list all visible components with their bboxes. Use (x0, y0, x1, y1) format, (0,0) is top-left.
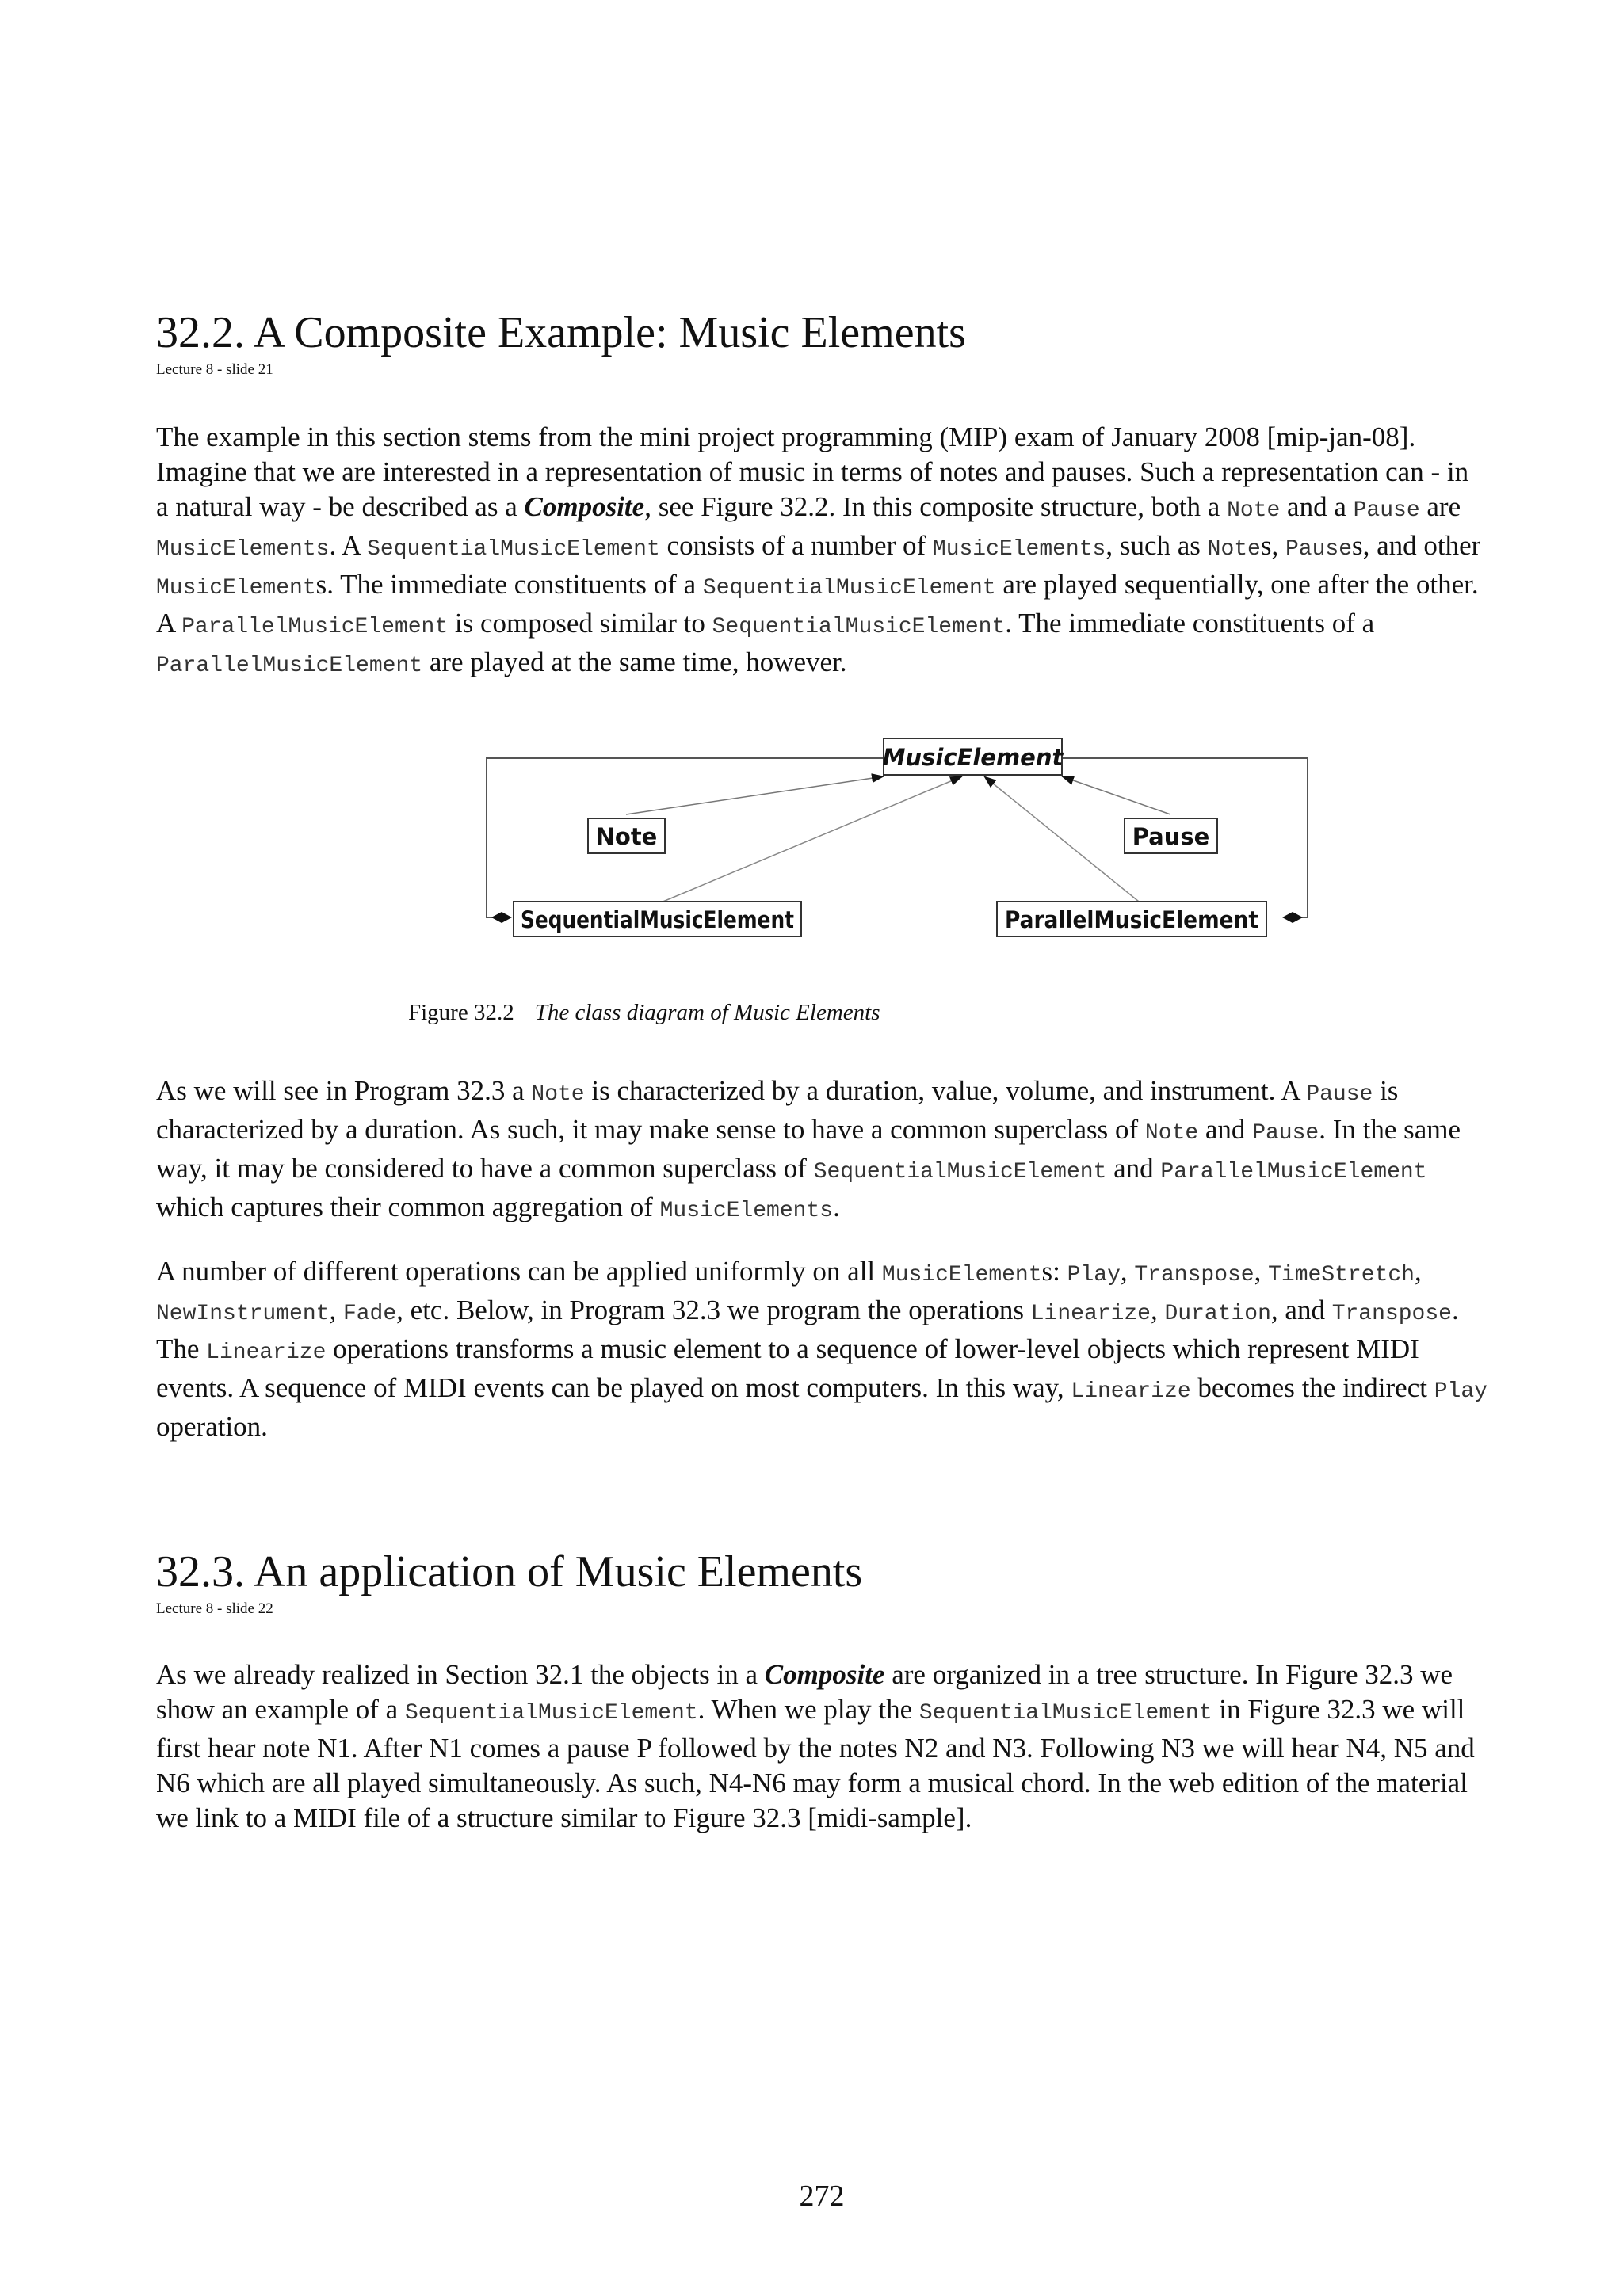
slide-reference: Lecture 8 - slide 21 (156, 361, 273, 378)
paragraph-intro: The example in this section stems from the mini project programming (MIP) exam of January 2008 [mip-jan-08]. Imagine that we are interested in a representation of music in terms of notes and pauses. Such a representation can - in a natural way - be described as a Composite, see Figure 32.2. In this composite structure, both a Note and a Pause are MusicElements. A SequentialMusicElement consists of a number of MusicElements, such as Notes, Pauses, and other MusicElements. The immediate constituents of a SequentialMusicElement are played sequentially, one after the other. A ParallelMusicElement is composed similar to SequentialMusicElement. The immediate constituents of a ParallelMusicElement are played at the same time, however. (156, 421, 1481, 678)
section-32-3-header (156, 1547, 1487, 1618)
figure-caption-title: The class diagram of Music Elements (534, 1000, 880, 1025)
aggregation-line-left (487, 758, 884, 917)
parallel-inherits-arrow (984, 776, 1143, 905)
paragraph-application: As we already realized in Section 32.1 the objects in a Composite are organized in a tree structure. In Figure 32.3 we show an example of a SequentialMusicElement. When we play the SequentialMusicElement in Figure 32.3 we will first hear note N1. After N1 comes a pause P followed by the notes N2 and N3. Following N3 we will hear N4, N5 and N6 which are all played simultaneously. As such, N4-N6 may form a musical chord. In the web edition of the material we link to a MIDI file of a structure similar to Figure 32.3 [midi-sample]. (156, 1659, 1475, 1833)
class-diagram-figure (477, 729, 1317, 943)
parallel-music-element-label: ParallelMusicElement (1005, 906, 1259, 933)
paragraph-note-pause: As we will see in Program 32.3 a Note is characterized by a duration, value, volume, and instrument. A Pause is characterized by a duration. As such, it may make sense to have a common superclass of Note and Pause. In the same way, it may be considered to have a common superclass of SequentialMusicElement and ParallelMusicElement which captures their common aggregation of MusicElements. (156, 1075, 1461, 1223)
figure-caption-label: Figure 32.2 (408, 1000, 514, 1025)
figure-caption (408, 1000, 880, 1026)
pause-inherits-arrow (1062, 776, 1170, 814)
music-element-label: MusicElement (882, 744, 1064, 771)
section-32-2-header (156, 308, 1487, 379)
sequential-music-element-label: SequentialMusicElement (521, 906, 795, 933)
pause-label: Pause (1132, 823, 1210, 850)
composite-term: Composite (524, 491, 645, 522)
class-diagram (477, 729, 1317, 939)
note-label: Note (595, 823, 658, 850)
diamond-right-icon (1282, 912, 1303, 923)
diamond-left-icon (491, 912, 512, 923)
section-heading: 32.2. A Composite Example: Music Elements (156, 308, 966, 357)
page-number: 272 (799, 2180, 845, 2213)
composite-term: Composite (764, 1659, 885, 1690)
paragraph-operations: A number of different operations can be applied uniformly on all MusicElements: Play, Transpose, TimeStretch, NewInstrument, Fade, etc. Below, in Program 32.3 we program the operations Linearize, Duration, and Transpose. The Linearize operations transforms a music element to a sequence of lower-level objects which represent MIDI events. A sequence of MIDI events can be played on most computers. In this way, Linearize becomes the indirect Play operation. (156, 1256, 1487, 1442)
slide-reference: Lecture 8 - slide 22 (156, 1600, 273, 1617)
note-inherits-arrow (626, 776, 884, 814)
section-heading: 32.3. An application of Music Elements (156, 1547, 863, 1596)
sequential-inherits-arrow (655, 776, 962, 905)
